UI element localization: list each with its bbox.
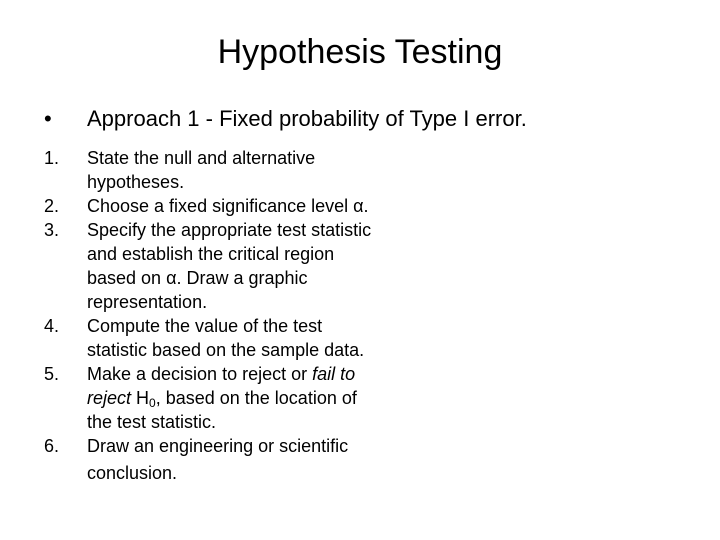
step-number: 1. [44,148,60,168]
step-line: Draw an engineering or scientific [87,436,349,456]
step-text-italic: reject [87,388,132,408]
step-line: based on α. Draw a graphic [87,268,308,288]
step-text-plain: H [131,388,150,408]
step-text [87,314,417,362]
step-number: 4. [44,316,60,336]
step-line: and establish the critical region [87,244,335,264]
slide-title: Hypothesis Testing [217,33,503,71]
step-line: Choose a fixed significance level α. [87,196,369,216]
step-line: statistic based on the sample data. [87,340,365,360]
step-6 [0,434,720,488]
step-text [87,362,417,434]
step-text-italic: fail to [312,364,356,384]
step-number: 5. [44,364,60,384]
step-text-plain: , based on the location of [155,388,357,408]
step-line: State the null and alternative [87,148,316,168]
step-3 [0,218,720,314]
step-number: 6. [44,436,60,456]
steps-list [0,146,720,488]
step-line [87,386,417,410]
bullet-text: Approach 1 - Fixed probability of Type I error. [87,106,527,131]
step-4 [0,314,720,362]
step-line: Compute the value of the test [87,316,323,336]
approach-bullet [0,103,720,135]
bullet-marker: • [44,106,52,131]
step-text [87,146,417,194]
step-line: Specify the appropriate test statistic [87,220,372,240]
step-line: the test statistic. [87,412,217,432]
step-text [87,194,417,218]
step-text [87,218,417,314]
step-line [87,362,417,386]
step-number: 3. [44,220,60,240]
step-line: representation. [87,292,208,312]
step-line: hypotheses. [87,172,185,192]
step-5 [0,362,720,434]
step-text [87,434,417,488]
subscript-zero: 0 [149,396,156,410]
step-1 [0,146,720,194]
step-text-plain: Make a decision to reject or [87,364,313,384]
step-2 [0,194,720,218]
step-line: conclusion. [87,463,178,483]
step-number: 2. [44,196,60,216]
